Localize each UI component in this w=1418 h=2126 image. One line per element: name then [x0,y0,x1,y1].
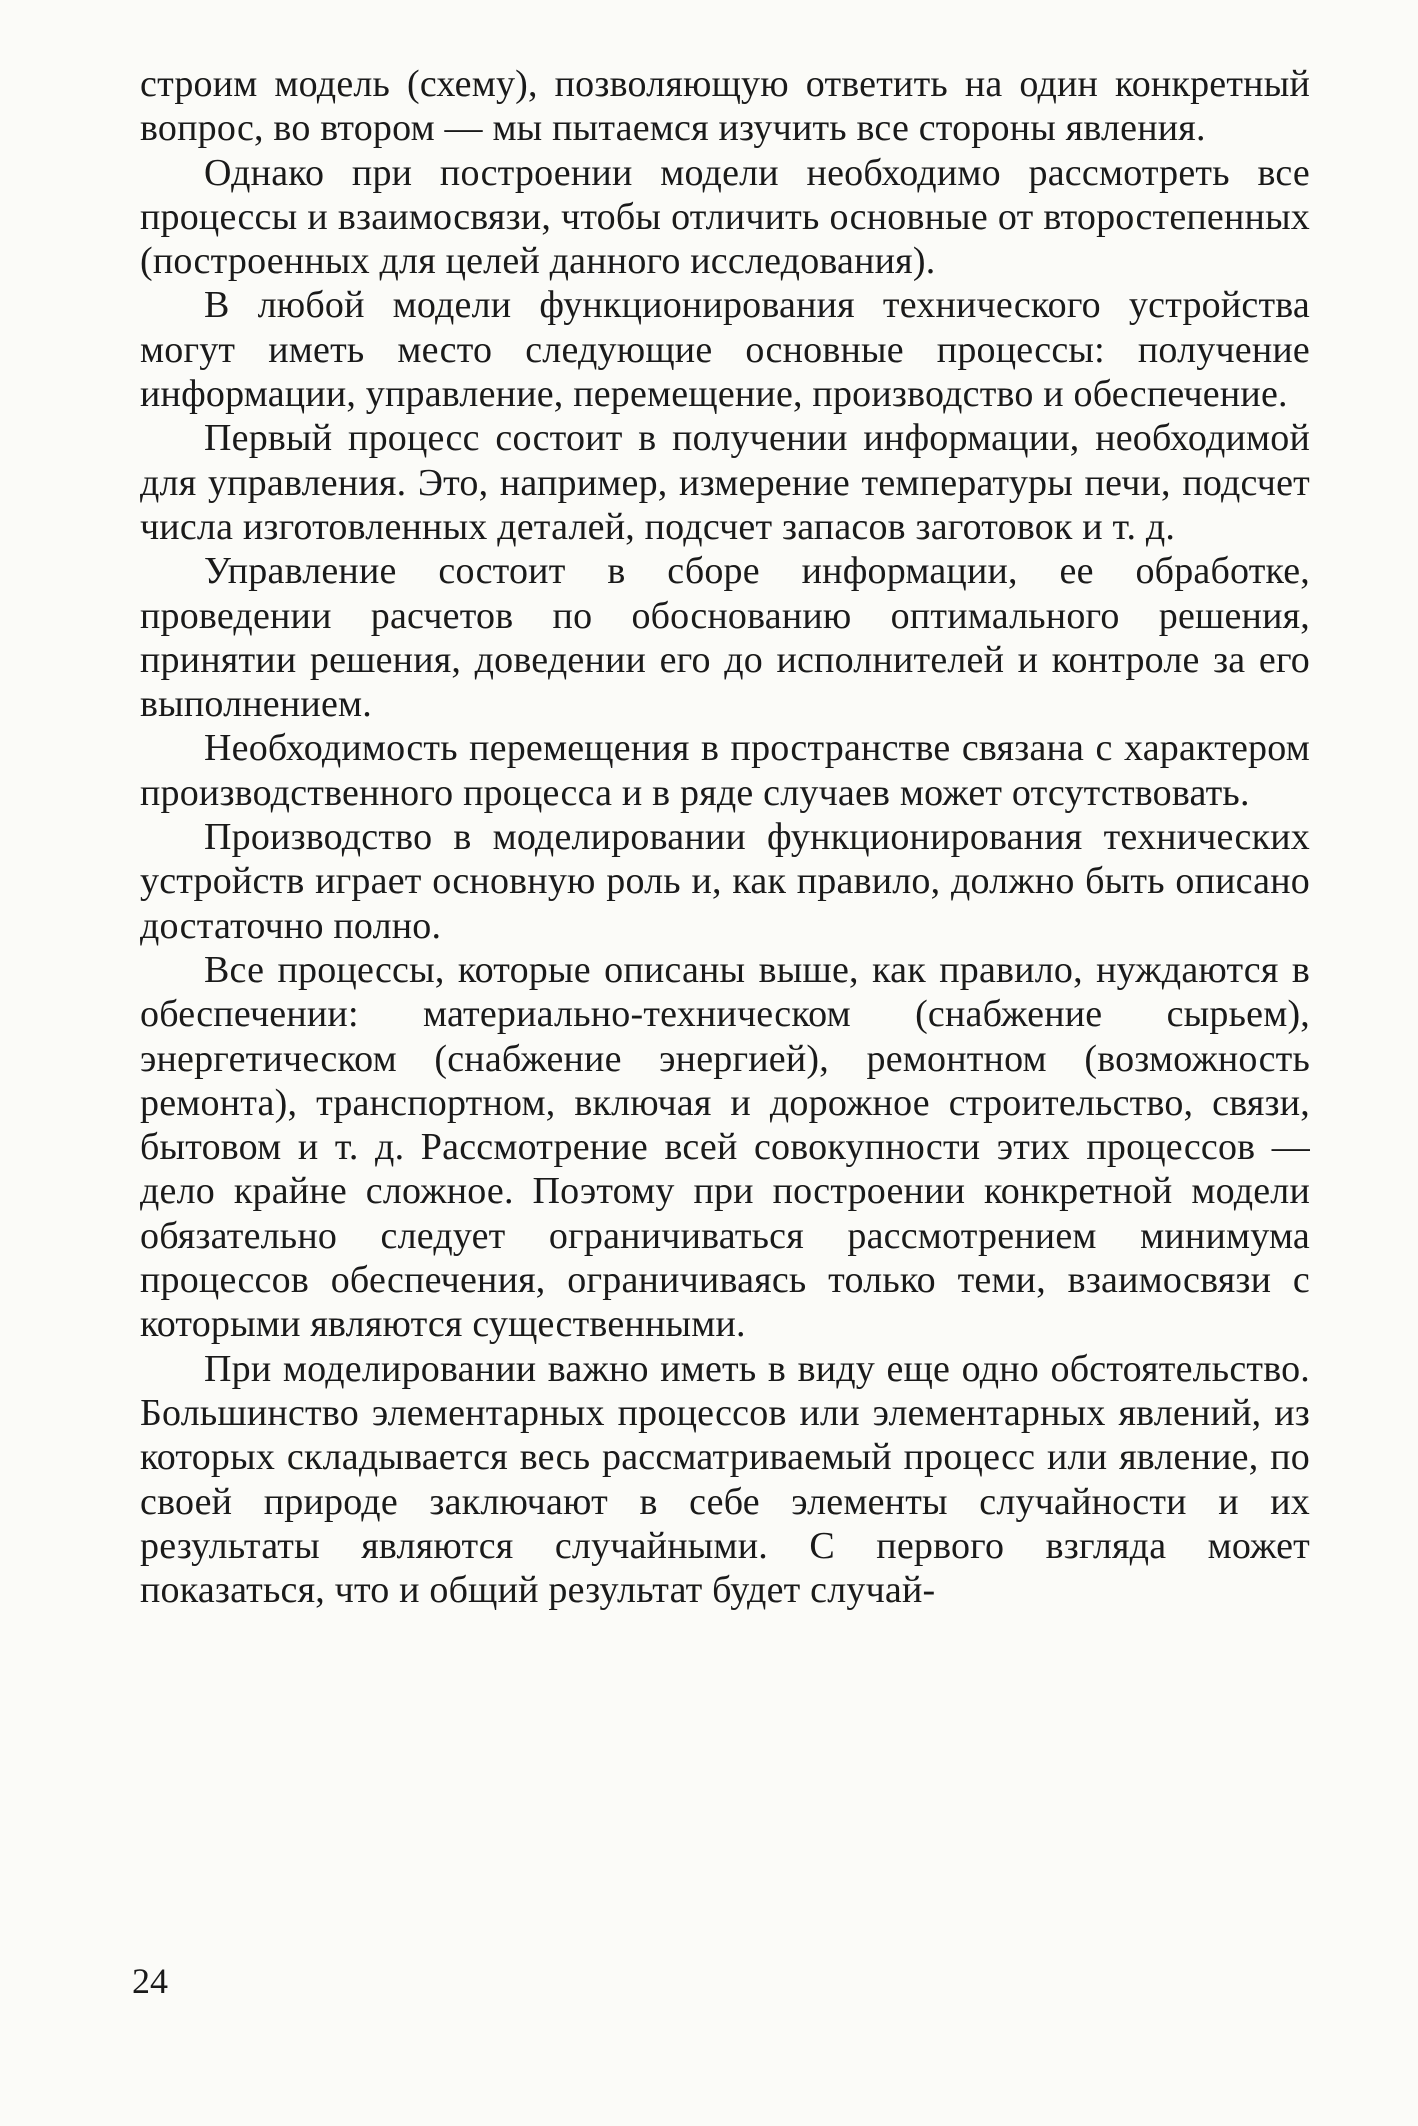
paragraph: Управление состоит в сборе информации, ее обработке, проведении расчетов по обоснованию оптимального решения, принятии решения, доведении его до исполнителей и контроле за его выполнением. [140,550,1310,726]
paragraph: При моделировании важно иметь в виду еще одно обстоятельство. Большинство элементарных процессов или элементарных явлений, из которых складывается весь рассматриваемый процесс или явление, по своей природе заключают в себе элементы случайности и их результаты являются случайными. С первого взгляда может показаться, что и общий результат будет случай- [140,1347,1310,1612]
paragraph: Однако при построении модели необходимо рассмотреть все процессы и взаимосвязи, чтобы отличить основные от второстепенных (построенных для целей данного исследования). [140,151,1310,283]
paragraph: Необходимость перемещения в пространстве связана с характером производственного процесса и в ряде случаев может отсутствовать. [140,727,1310,814]
page-number: 24 [132,1961,168,2001]
paragraph-continuation: строим модель (схему), позволяющую ответить на один конкретный вопрос, во втором — мы пытаемся изучить все стороны явления. [140,63,1310,150]
paragraph: Первый процесс состоит в получении информации, необходимой для управления. Это, например, измерение температуры печи, подсчет числа изготовленных деталей, подсчет запасов заготовок и т. д. [140,417,1310,548]
paragraph: Производство в моделировании функционирования технических устройств играет основную роль и, как правило, должно быть описано достаточно полно. [140,816,1310,947]
paragraph: Все процессы, которые описаны выше, как правило, нуждаются в обеспечении: материально-техническом (снабжение сырьем), энергетическом (снабжение энергией), ремонтном (возможность ремонта), транспортном, включая и дорожное строительство, связи, бытовом и т. д. Рассмотрение всей совокупности этих процессов — дело крайне сложное. Поэтому при построении конкретной модели обязательно следует ограничиваться рассмотрением минимума процессов обеспечения, ограничиваясь только теми, взаимосвязи с которыми являются существенными. [140,948,1310,1346]
body-text [140,62,1310,1612]
paragraph: В любой модели функционирования технического устройства могут иметь место следующие основные процессы: получение информации, управление, перемещение, производство и обеспечение. [140,284,1310,416]
